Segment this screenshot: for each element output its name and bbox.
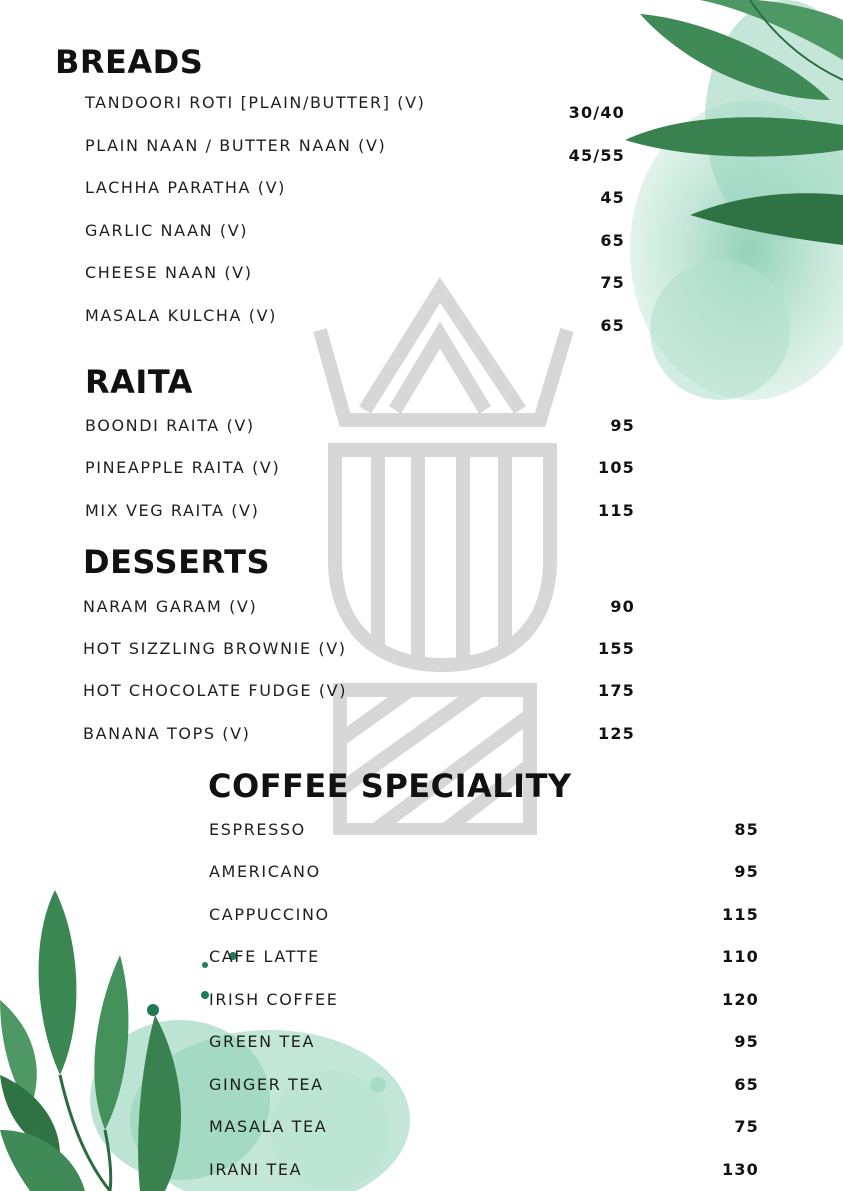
menu-item-name: BANANA TOPS (V) <box>83 724 251 743</box>
menu-item-price: 105 <box>598 458 635 477</box>
menu-item-price: 110 <box>722 947 759 966</box>
menu-item-name: GREEN TEA <box>209 1032 316 1051</box>
top-right-leaves-decoration <box>600 0 843 420</box>
section-title-coffee-speciality: COFFEE SPECIALITY <box>208 767 572 805</box>
menu-item-price: 75 <box>600 273 625 292</box>
menu-item-price: 155 <box>598 639 635 658</box>
menu-item-price: 30/40 <box>568 103 625 122</box>
menu-item-name: NARAM GARAM (V) <box>83 597 258 616</box>
menu-item-price: 115 <box>722 905 759 924</box>
menu-item-price: 45 <box>600 188 625 207</box>
menu-item-name: CHEESE NAAN (V) <box>85 263 253 282</box>
menu-item-price: 130 <box>722 1160 759 1179</box>
menu-item-price: 65 <box>734 1075 759 1094</box>
menu-item-name: MASALA KULCHA (V) <box>85 306 278 325</box>
menu-item-name: LACHHA PARATHA (V) <box>85 178 287 197</box>
menu-item-price: 95 <box>610 416 635 435</box>
menu-item-name: ESPRESSO <box>209 820 306 839</box>
menu-item-name: IRISH COFFEE <box>209 990 339 1009</box>
watermark-logo <box>305 270 580 835</box>
menu-item-name: IRANI TEA <box>209 1160 303 1179</box>
menu-item-name: CAFE LATTE <box>209 947 320 966</box>
menu-item-name: CAPPUCCINO <box>209 905 330 924</box>
menu-item-name: MIX VEG RAITA (V) <box>85 501 260 520</box>
menu-item-name: GINGER TEA <box>209 1075 324 1094</box>
menu-item-price: 120 <box>722 990 759 1009</box>
section-title-breads: BREADS <box>55 43 204 81</box>
menu-item-price: 65 <box>600 316 625 335</box>
menu-item-price: 175 <box>598 681 635 700</box>
menu-item-price: 95 <box>734 1032 759 1051</box>
menu-item-name: BOONDI RAITA (V) <box>85 416 255 435</box>
menu-item-price: 75 <box>734 1117 759 1136</box>
menu-item-price: 85 <box>734 820 759 839</box>
section-title-raita: RAITA <box>85 363 193 401</box>
section-title-desserts: DESSERTS <box>83 543 271 581</box>
menu-item-name: MASALA TEA <box>209 1117 328 1136</box>
menu-item-price: 90 <box>610 597 635 616</box>
menu-item-price: 95 <box>734 862 759 881</box>
menu-item-name: HOT CHOCOLATE FUDGE (V) <box>83 681 348 700</box>
menu-item-price: 45/55 <box>568 146 625 165</box>
menu-item-price: 125 <box>598 724 635 743</box>
menu-item-name: HOT SIZZLING BROWNIE (V) <box>83 639 347 658</box>
menu-item-price: 65 <box>600 231 625 250</box>
menu-item-name: GARLIC NAAN (V) <box>85 221 249 240</box>
menu-item-name: AMERICANO <box>209 862 321 881</box>
menu-item-name: PLAIN NAAN / BUTTER NAAN (V) <box>85 136 387 155</box>
menu-item-name: TANDOORI ROTI [PLAIN/BUTTER] (V) <box>85 93 426 112</box>
menu-item-price: 115 <box>598 501 635 520</box>
menu-item-name: PINEAPPLE RAITA (V) <box>85 458 281 477</box>
